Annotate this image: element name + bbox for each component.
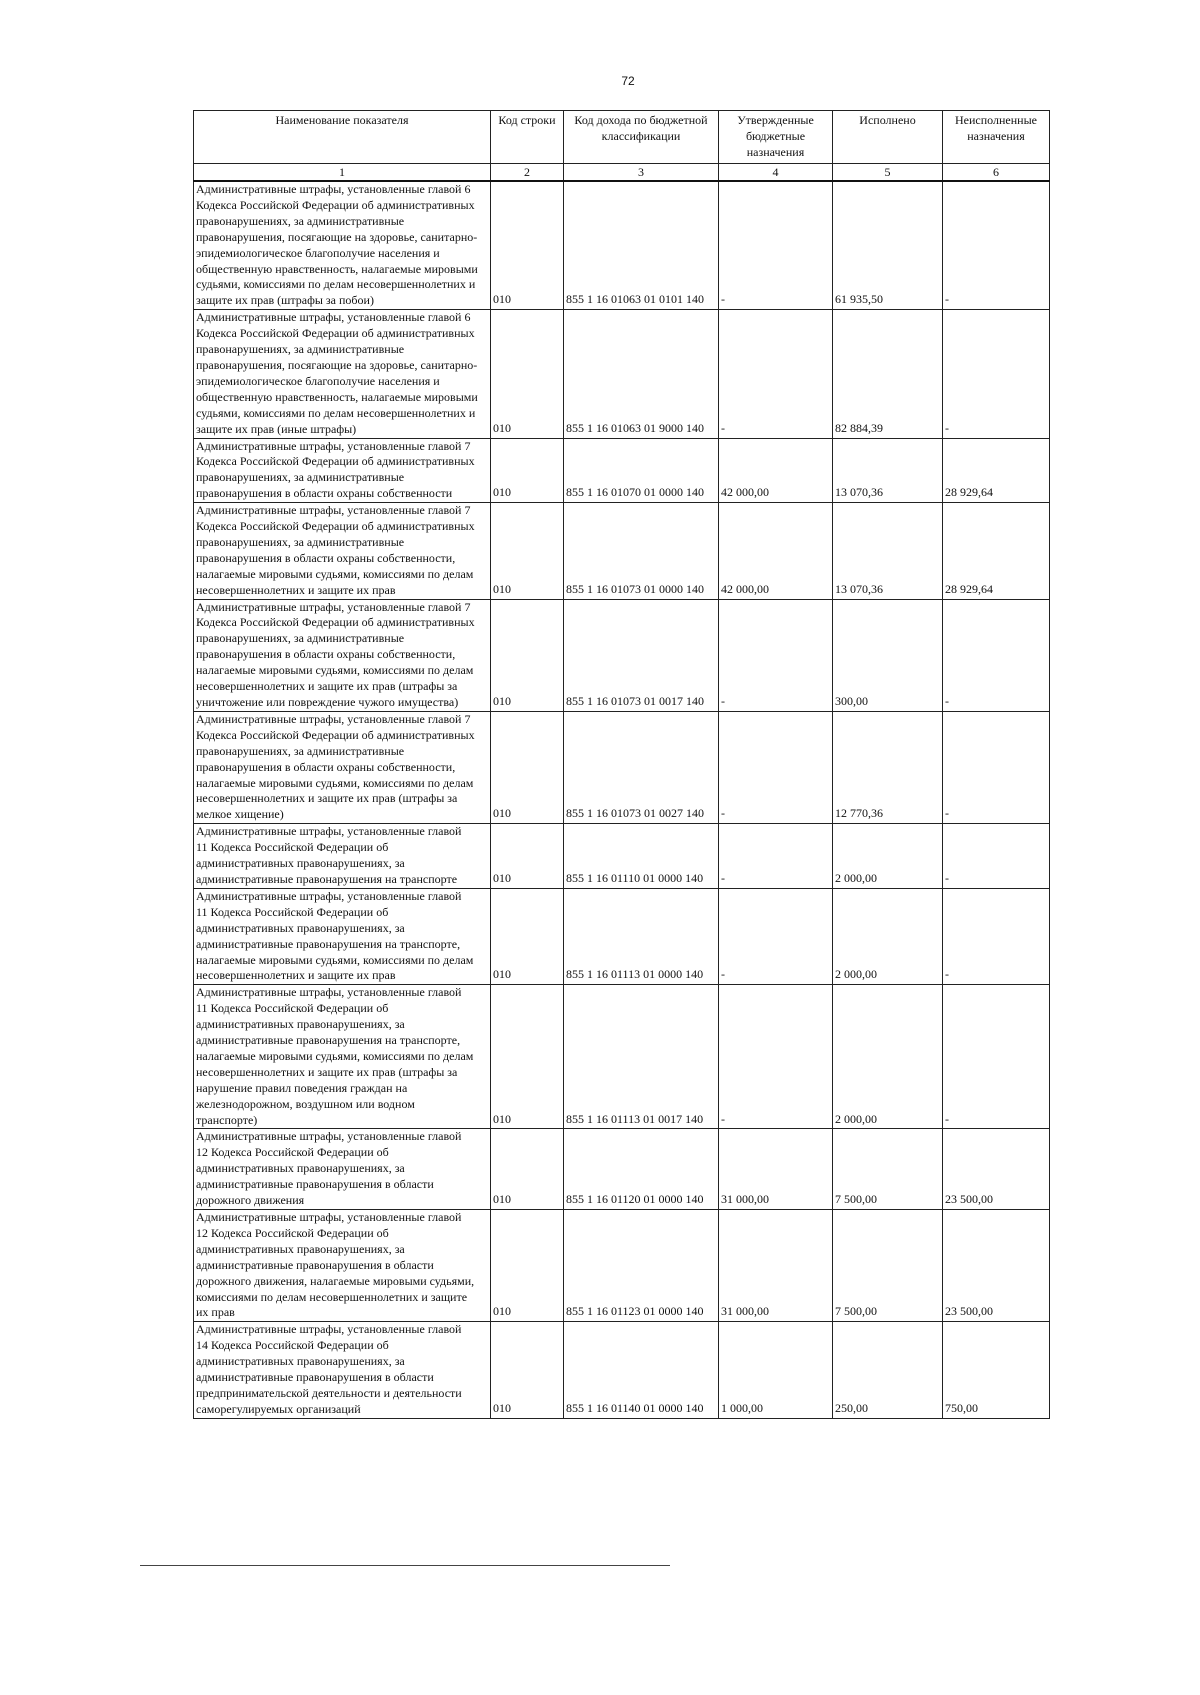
income-code: 855 1 16 01120 01 0000 140 xyxy=(564,1129,719,1210)
executed-amount: 61 935,50 xyxy=(833,181,943,310)
row-name: Административные штрафы, установленные главой 11 Кодекса Российской Федерации об административных правонарушениях, за административные правонарушения на транспорте, налагаемые мировыми судьями, комиссиями по делам несовершеннолетних и защите их прав xyxy=(194,888,491,984)
unexecuted-amount: - xyxy=(943,888,1050,984)
line-code: 010 xyxy=(491,888,564,984)
column-number: 5 xyxy=(833,164,943,182)
executed-amount: 12 770,36 xyxy=(833,711,943,823)
column-numbers-row xyxy=(194,164,1050,182)
header-line-code: Код строки xyxy=(491,111,564,164)
line-code: 010 xyxy=(491,824,564,889)
row-name: Административные штрафы, установленные главой 12 Кодекса Российской Федерации об административных правонарушениях, за административные правонарушения в области дорожного движения, налагаемые мировыми судьями, комиссиями по делам несовершеннолетних и защите их прав xyxy=(194,1210,491,1322)
income-code: 855 1 16 01113 01 0017 140 xyxy=(564,985,719,1129)
approved-amount: 31 000,00 xyxy=(719,1210,833,1322)
line-code: 010 xyxy=(491,181,564,310)
executed-amount: 250,00 xyxy=(833,1322,943,1418)
income-code: 855 1 16 01110 01 0000 140 xyxy=(564,824,719,889)
approved-amount: - xyxy=(719,310,833,438)
line-code: 010 xyxy=(491,1129,564,1210)
table-row xyxy=(194,599,1050,711)
executed-amount: 2 000,00 xyxy=(833,888,943,984)
unexecuted-amount: 750,00 xyxy=(943,1322,1050,1418)
header-income-code: Код дохода по бюджетной классификации xyxy=(564,111,719,164)
header-unexecuted: Неисполненные назначения xyxy=(943,111,1050,164)
unexecuted-amount: 23 500,00 xyxy=(943,1129,1050,1210)
approved-amount: 31 000,00 xyxy=(719,1129,833,1210)
row-name: Административные штрафы, установленные главой 7 Кодекса Российской Федерации об административных правонарушениях, за административные правонарушения в области охраны собственности, налагаемые мировыми судьями, комиссиями по делам несовершеннолетних и защите их прав (штрафы за уничтожение или повреждение чужого имущества) xyxy=(194,599,491,711)
income-code: 855 1 16 01123 01 0000 140 xyxy=(564,1210,719,1322)
table-row xyxy=(194,888,1050,984)
income-code: 855 1 16 01073 01 0017 140 xyxy=(564,599,719,711)
executed-amount: 82 884,39 xyxy=(833,310,943,438)
approved-amount: - xyxy=(719,888,833,984)
table-row xyxy=(194,181,1050,310)
approved-amount: 42 000,00 xyxy=(719,503,833,599)
income-code: 855 1 16 01070 01 0000 140 xyxy=(564,438,719,503)
unexecuted-amount: 23 500,00 xyxy=(943,1210,1050,1322)
table-row xyxy=(194,824,1050,889)
approved-amount: - xyxy=(719,711,833,823)
line-code: 010 xyxy=(491,438,564,503)
table-row xyxy=(194,503,1050,599)
column-number: 1 xyxy=(194,164,491,182)
header-name: Наименование показателя xyxy=(194,111,491,164)
header-row xyxy=(194,111,1050,164)
column-number: 4 xyxy=(719,164,833,182)
unexecuted-amount: 28 929,64 xyxy=(943,438,1050,503)
approved-amount: - xyxy=(719,599,833,711)
row-name: Административные штрафы, установленные главой 12 Кодекса Российской Федерации об административных правонарушениях, за административные правонарушения в области дорожного движения xyxy=(194,1129,491,1210)
header-executed: Исполнено xyxy=(833,111,943,164)
unexecuted-amount: - xyxy=(943,181,1050,310)
income-code: 855 1 16 01113 01 0000 140 xyxy=(564,888,719,984)
table-row xyxy=(194,711,1050,823)
unexecuted-amount: - xyxy=(943,711,1050,823)
line-code: 010 xyxy=(491,711,564,823)
executed-amount: 7 500,00 xyxy=(833,1129,943,1210)
income-code: 855 1 16 01073 01 0027 140 xyxy=(564,711,719,823)
approved-amount: - xyxy=(719,985,833,1129)
row-name: Административные штрафы, установленные главой 6 Кодекса Российской Федерации об административных правонарушениях, за административные правонарушения, посягающие на здоровье, санитарно- эпидемиологическое благополучие населения и общественную нравственность, налагаемые мировыми судьями, комиссиями по делам несовершеннолетних и защите их прав (штрафы за побои) xyxy=(194,181,491,310)
header-approved: Утвержденные бюджетные назначения xyxy=(719,111,833,164)
budget-income-table xyxy=(193,110,1050,1419)
line-code: 010 xyxy=(491,599,564,711)
approved-amount: - xyxy=(719,181,833,310)
column-number: 6 xyxy=(943,164,1050,182)
executed-amount: 13 070,36 xyxy=(833,438,943,503)
executed-amount: 2 000,00 xyxy=(833,985,943,1129)
row-name: Административные штрафы, установленные главой 6 Кодекса Российской Федерации об административных правонарушениях, за административные правонарушения, посягающие на здоровье, санитарно- эпидемиологическое благополучие населения и общественную нравственность, налагаемые мировыми судьями, комиссиями по делам несовершеннолетних и защите их прав (иные штрафы) xyxy=(194,310,491,438)
executed-amount: 300,00 xyxy=(833,599,943,711)
unexecuted-amount: 28 929,64 xyxy=(943,503,1050,599)
line-code: 010 xyxy=(491,985,564,1129)
income-code: 855 1 16 01073 01 0000 140 xyxy=(564,503,719,599)
unexecuted-amount: - xyxy=(943,310,1050,438)
table-row xyxy=(194,985,1050,1129)
table-body xyxy=(194,181,1050,1418)
table-row xyxy=(194,1322,1050,1418)
row-name: Административные штрафы, установленные главой 7 Кодекса Российской Федерации об административных правонарушениях, за административные правонарушения в области охраны собственности, налагаемые мировыми судьями, комиссиями по делам несовершеннолетних и защите их прав (штрафы за мелкое хищение) xyxy=(194,711,491,823)
approved-amount: 1 000,00 xyxy=(719,1322,833,1418)
column-number: 2 xyxy=(491,164,564,182)
page-number: 72 xyxy=(621,74,635,88)
income-code: 855 1 16 01140 01 0000 140 xyxy=(564,1322,719,1418)
executed-amount: 7 500,00 xyxy=(833,1210,943,1322)
line-code: 010 xyxy=(491,1322,564,1418)
table-row xyxy=(194,1129,1050,1210)
income-code: 855 1 16 01063 01 0101 140 xyxy=(564,181,719,310)
column-number: 3 xyxy=(564,164,719,182)
line-code: 010 xyxy=(491,1210,564,1322)
unexecuted-amount: - xyxy=(943,985,1050,1129)
footer-divider xyxy=(140,1565,670,1566)
table-row xyxy=(194,438,1050,503)
unexecuted-amount: - xyxy=(943,599,1050,711)
row-name: Административные штрафы, установленные главой 7 Кодекса Российской Федерации об административных правонарушениях, за административные правонарушения в области охраны собственности, налагаемые мировыми судьями, комиссиями по делам несовершеннолетних и защите их прав xyxy=(194,503,491,599)
approved-amount: 42 000,00 xyxy=(719,438,833,503)
executed-amount: 13 070,36 xyxy=(833,503,943,599)
income-code: 855 1 16 01063 01 9000 140 xyxy=(564,310,719,438)
unexecuted-amount: - xyxy=(943,824,1050,889)
row-name: Административные штрафы, установленные главой 11 Кодекса Российской Федерации об административных правонарушениях, за административные правонарушения на транспорте, налагаемые мировыми судьями, комиссиями по делам несовершеннолетних и защите их прав (штрафы за нарушение правил поведения граждан на железнодорожном, воздушном или водном транспорте) xyxy=(194,985,491,1129)
table-row xyxy=(194,310,1050,438)
table-row xyxy=(194,1210,1050,1322)
row-name: Административные штрафы, установленные главой 11 Кодекса Российской Федерации об административных правонарушениях, за административные правонарушения на транспорте xyxy=(194,824,491,889)
line-code: 010 xyxy=(491,310,564,438)
row-name: Административные штрафы, установленные главой 7 Кодекса Российской Федерации об административных правонарушениях, за административные правонарушения в области охраны собственности xyxy=(194,438,491,503)
row-name: Административные штрафы, установленные главой 14 Кодекса Российской Федерации об административных правонарушениях, за административные правонарушения в области предпринимательской деятельности и деятельности саморегулируемых организаций xyxy=(194,1322,491,1418)
approved-amount: - xyxy=(719,824,833,889)
line-code: 010 xyxy=(491,503,564,599)
executed-amount: 2 000,00 xyxy=(833,824,943,889)
